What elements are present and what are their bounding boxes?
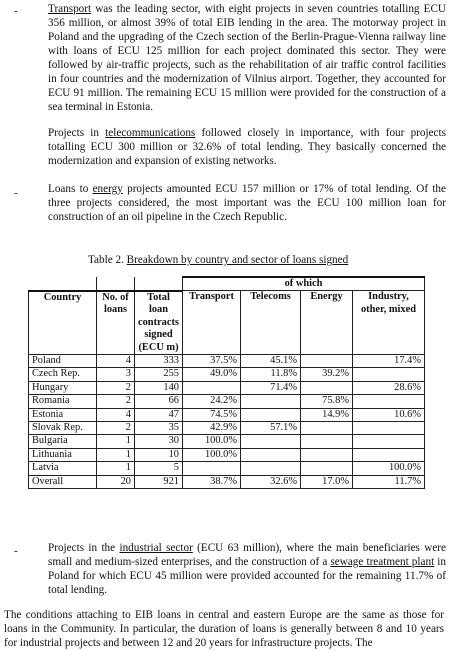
cell-energy: 75.8% <box>301 395 353 408</box>
cell-loans: 3 <box>97 368 135 381</box>
paragraph-text-mid: (ECU 63 million), where the main beneficiaries were small and medium-sized enterprises, and the construction of a <box>48 542 446 568</box>
paragraph-text: projects amounted ECU 157 million or 17% of total lending. Of the three projects considered, the most important was the ECU 100 million loan for construction of an oil pipeline in the Czech Republic. <box>48 183 446 223</box>
col-header-total: Total loan contracts signed (ECU m) <box>135 291 183 355</box>
cell-loans: 1 <box>97 435 135 448</box>
paragraph-industrial <box>48 541 446 597</box>
cell-energy <box>301 421 353 434</box>
cell-loans: 1 <box>97 462 135 475</box>
table-row <box>29 354 425 367</box>
cell-telecoms <box>241 435 301 448</box>
cell-total: 47 <box>135 408 183 421</box>
bullet-dash: - <box>14 5 18 17</box>
term-sewage-treatment-plant: sewage treatment plant <box>330 556 435 568</box>
cell-energy: 17.0% <box>301 475 353 488</box>
paragraph-text: The conditions attaching to EIB loans in central and eastern Europe are the same as those for loans in the Community. In particular, the duration of loans is generally between 8 and 10 years for industrial projects and between 12 and 20 years for infrastructure projects. The <box>4 609 444 649</box>
breakdown-table <box>28 276 425 489</box>
cell-energy <box>301 354 353 367</box>
paragraph-text: in Poland for which ECU 45 million were provided accounted for the remaining 11.7% of total lending. <box>48 556 446 596</box>
cell-telecoms <box>241 462 301 475</box>
cell-industry <box>353 395 425 408</box>
table-row <box>29 435 425 448</box>
cell-industry <box>353 368 425 381</box>
cell-transport: 74.5% <box>183 408 241 421</box>
cell-industry: 10.6% <box>353 408 425 421</box>
cell-transport: 49.0% <box>183 368 241 381</box>
caption-title: Breakdown by country and sector of loans signed <box>126 254 349 266</box>
cell-transport: 42.9% <box>183 421 241 434</box>
cell-telecoms: 32.6% <box>241 475 301 488</box>
cell-telecoms <box>241 408 301 421</box>
table-row <box>29 381 425 394</box>
caption-label: Table 2. <box>88 254 127 266</box>
cell-total: 5 <box>135 462 183 475</box>
cell-industry: 100.0% <box>353 462 425 475</box>
paragraph-telecommunications <box>48 126 446 168</box>
paragraph-energy <box>48 182 446 224</box>
cell-loans: 4 <box>97 408 135 421</box>
term-industrial-sector: industrial sector <box>119 542 193 554</box>
paragraph-text: was the leading sector, with eight projects in seven countries totalling ECU 356 million, or almost 39% of total EIB lending in the area. The motorway project in Poland and the upgrading of the Czech section of the Berlin-Prague-Vienna railway line with loans of ECU 125 million for each project dominated this sector. They were followed by air-traffic projects, such as the rehabilitation of air traffic control facilities in four countries and the modernization of Vilnius airport. Together, they accounted for ECU 91 million. The remaining ECU 15 million were provided for the construction of a sea terminal in Estonia. <box>48 3 446 113</box>
term-energy: energy <box>92 183 123 195</box>
table-group-header-row <box>29 277 425 291</box>
cell-transport: 100.0% <box>183 448 241 461</box>
cell-energy <box>301 462 353 475</box>
cell-country: Czech Rep. <box>29 368 97 381</box>
col-header-country: Country <box>29 291 97 355</box>
cell-loans: 1 <box>97 448 135 461</box>
cell-country: Latvia <box>29 462 97 475</box>
term-telecommunications: telecommunications <box>105 127 196 139</box>
cell-energy <box>301 448 353 461</box>
cell-loans: 4 <box>97 354 135 367</box>
paragraph-text-pre: Projects in <box>48 127 106 139</box>
cell-loans: 2 <box>97 381 135 394</box>
cell-transport: 24.2% <box>183 395 241 408</box>
cell-energy <box>301 435 353 448</box>
cell-total: 255 <box>135 368 183 381</box>
table-row <box>29 448 425 461</box>
cell-telecoms: 45.1% <box>241 354 301 367</box>
cell-total: 10 <box>135 448 183 461</box>
paragraph-conditions <box>4 608 444 650</box>
col-header-telecoms: Telecoms <box>241 291 301 355</box>
cell-transport: 37.5% <box>183 354 241 367</box>
cell-industry <box>353 435 425 448</box>
cell-energy: 39.2% <box>301 368 353 381</box>
table-blank-cell <box>29 277 97 291</box>
col-header-energy: Energy <box>301 291 353 355</box>
term-transport: Transport <box>48 3 92 15</box>
cell-country: Slovak Rep. <box>29 421 97 434</box>
cell-transport <box>183 462 241 475</box>
table-blank-cell <box>135 277 183 291</box>
cell-country: Poland <box>29 354 97 367</box>
cell-industry: 28.6% <box>353 381 425 394</box>
bullet-dash: - <box>14 187 18 199</box>
of-which-header: of which <box>183 277 425 291</box>
cell-energy <box>301 381 353 394</box>
cell-telecoms <box>241 448 301 461</box>
cell-loans: 20 <box>97 475 135 488</box>
cell-country: Bulgaria <box>29 435 97 448</box>
paragraph-text-pre: Projects in the <box>48 542 120 554</box>
cell-telecoms: 57.1% <box>241 421 301 434</box>
paragraph-text: followed closely in importance, with four projects totalling ECU 300 million or 32.6% of total lending. They basically concerned the modernization and expansion of existing networks. <box>48 127 446 167</box>
table-row <box>29 395 425 408</box>
cell-loans: 2 <box>97 421 135 434</box>
table-overall-row <box>29 475 425 488</box>
cell-energy: 14.9% <box>301 408 353 421</box>
cell-total: 35 <box>135 421 183 434</box>
col-header-transport: Transport <box>183 291 241 355</box>
cell-telecoms <box>241 395 301 408</box>
cell-industry: 11.7% <box>353 475 425 488</box>
cell-country: Lithuania <box>29 448 97 461</box>
table-row <box>29 368 425 381</box>
paragraph-text-pre: Loans to <box>48 183 93 195</box>
table-row <box>29 421 425 434</box>
cell-transport: 38.7% <box>183 475 241 488</box>
col-header-industry: Industry, other, mixed <box>353 291 425 355</box>
cell-country: Hungary <box>29 381 97 394</box>
cell-telecoms: 71.4% <box>241 381 301 394</box>
cell-total: 66 <box>135 395 183 408</box>
cell-total: 30 <box>135 435 183 448</box>
table-row <box>29 462 425 475</box>
cell-transport: 100.0% <box>183 435 241 448</box>
cell-country: Estonia <box>29 408 97 421</box>
table-header-row <box>29 291 425 355</box>
col-header-loans: No. of loans <box>97 291 135 355</box>
cell-total: 140 <box>135 381 183 394</box>
cell-telecoms: 11.8% <box>241 368 301 381</box>
paragraph-transport <box>48 2 446 114</box>
cell-total: 333 <box>135 354 183 367</box>
cell-country: Romania <box>29 395 97 408</box>
table-blank-cell <box>97 277 135 291</box>
cell-transport <box>183 381 241 394</box>
cell-total: 921 <box>135 475 183 488</box>
cell-industry <box>353 448 425 461</box>
table-row <box>29 408 425 421</box>
cell-industry <box>353 421 425 434</box>
table-caption <box>88 253 348 267</box>
bullet-dash: - <box>14 545 18 557</box>
cell-loans: 2 <box>97 395 135 408</box>
cell-country: Overall <box>29 475 97 488</box>
cell-industry: 17.4% <box>353 354 425 367</box>
